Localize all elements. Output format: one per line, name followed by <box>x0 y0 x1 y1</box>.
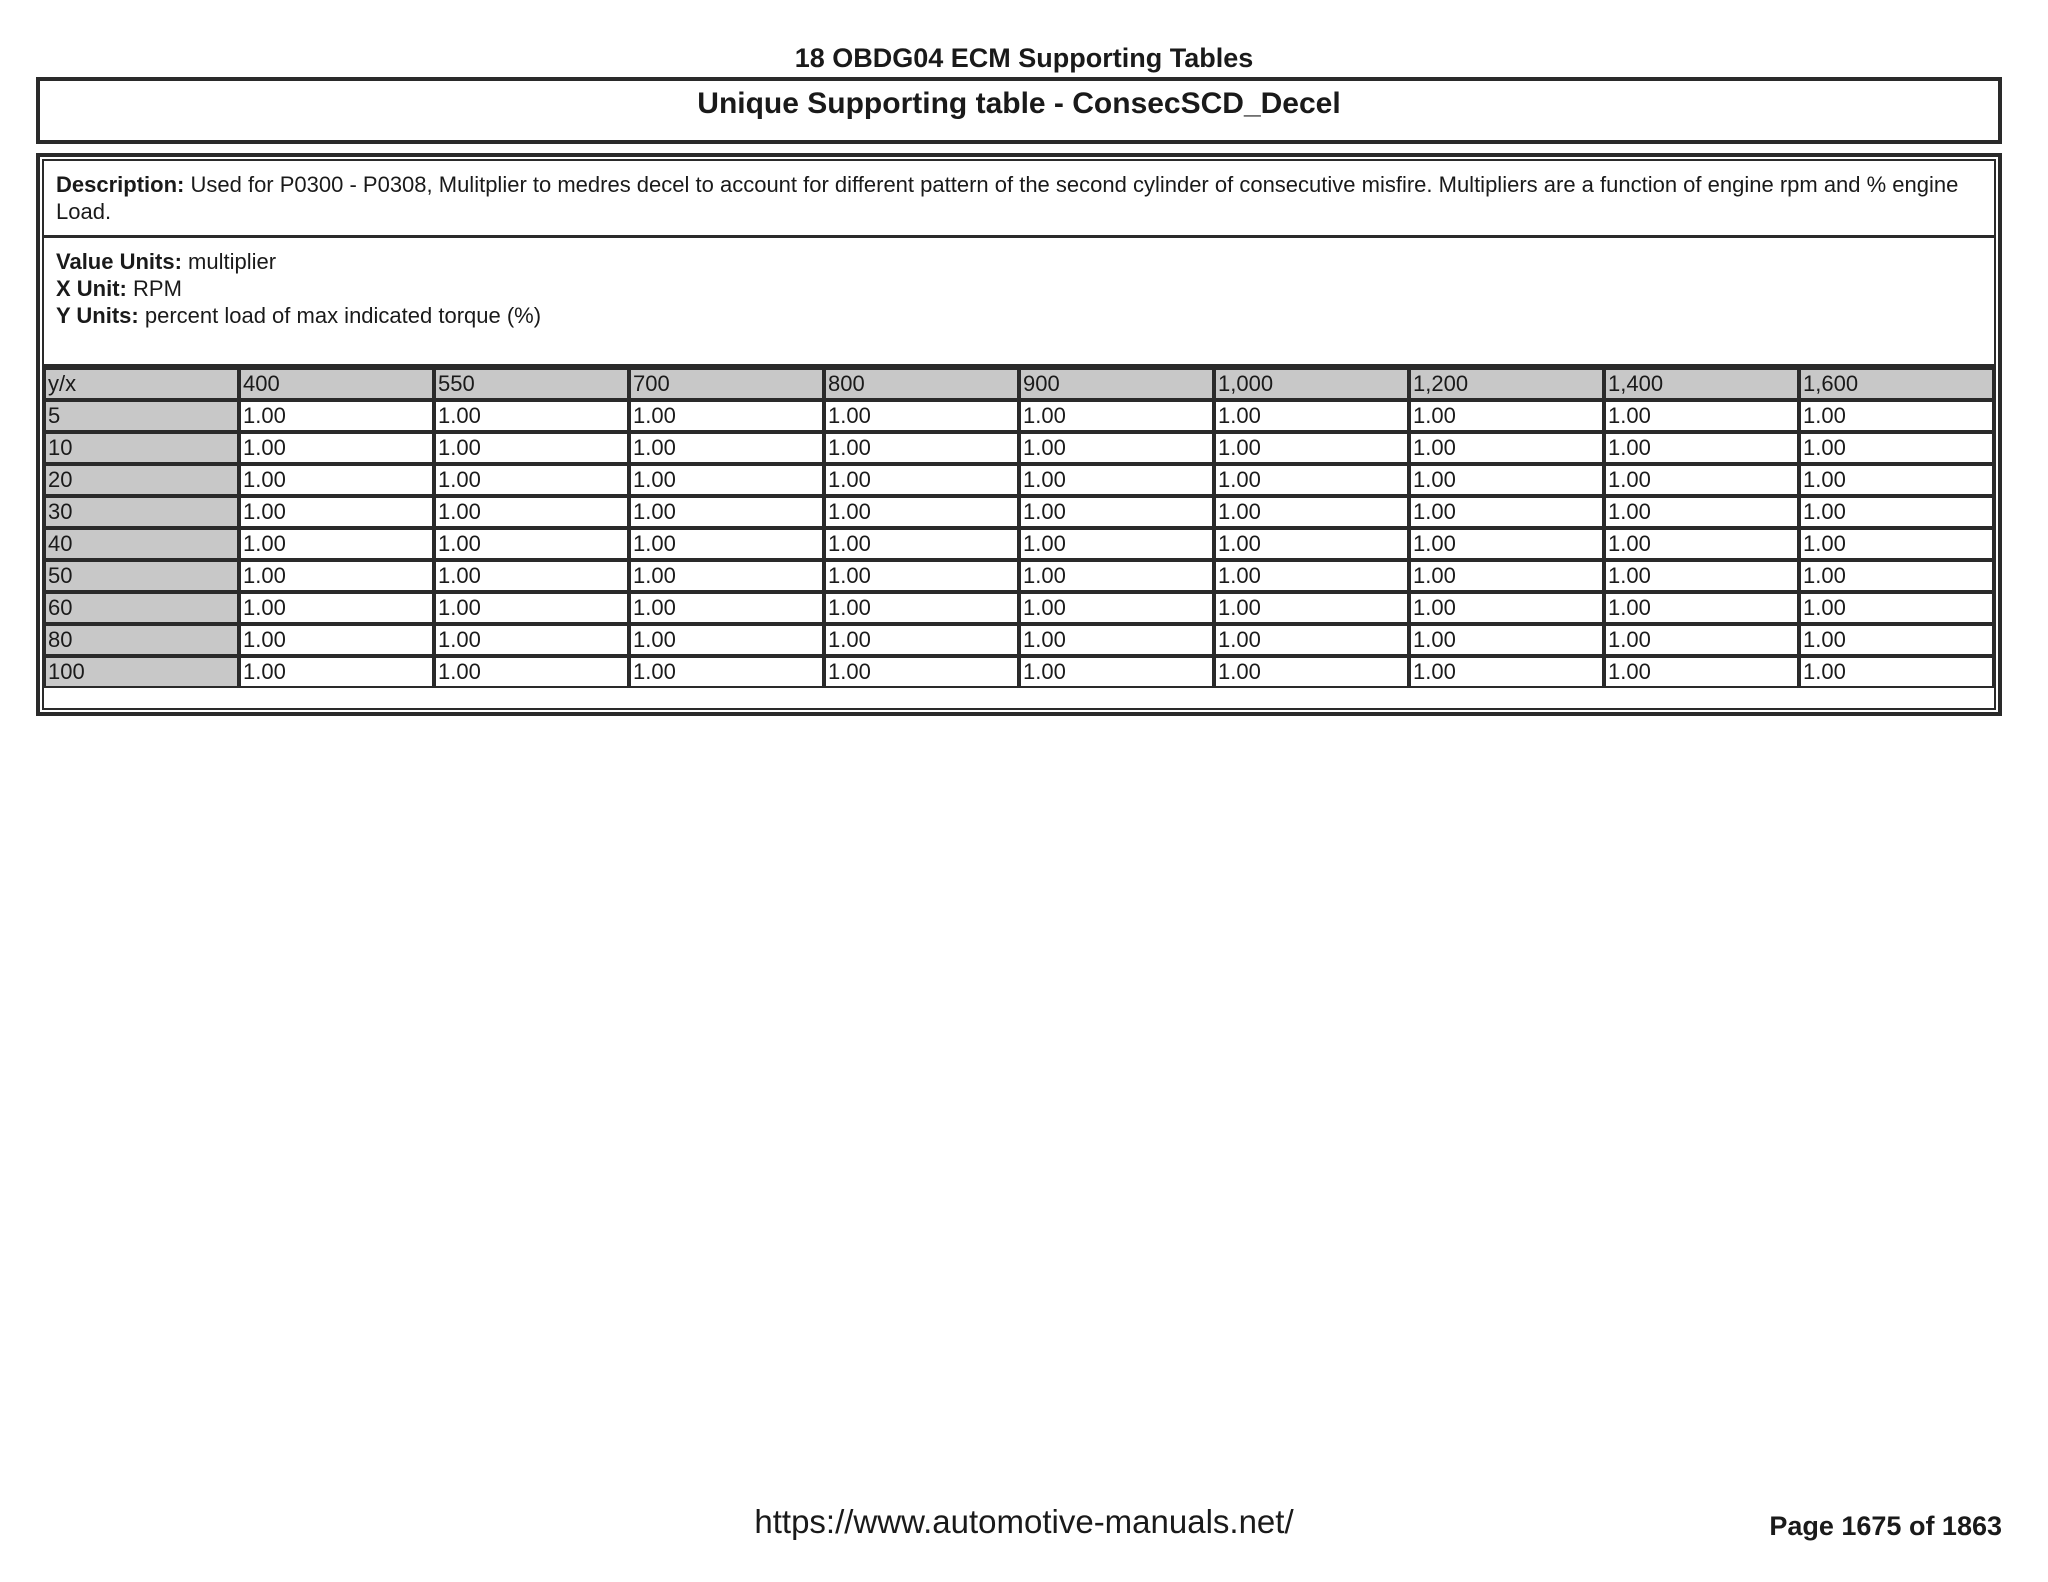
table-cell: 1.00 <box>824 624 1019 656</box>
table-cell: 1.00 <box>1019 624 1214 656</box>
column-header: 1,400 <box>1604 368 1799 400</box>
table-row <box>44 528 1994 560</box>
x-unit-line <box>56 275 1982 302</box>
table-cell: 1.00 <box>824 560 1019 592</box>
row-header: 50 <box>44 560 239 592</box>
table-cell: 1.00 <box>1799 656 1994 688</box>
table-cell: 1.00 <box>239 464 434 496</box>
table-cell: 1.00 <box>239 560 434 592</box>
table-cell: 1.00 <box>629 464 824 496</box>
table-row <box>44 400 1994 432</box>
table-cell: 1.00 <box>1799 464 1994 496</box>
table-cell: 1.00 <box>1409 464 1604 496</box>
table-cell: 1.00 <box>1409 432 1604 464</box>
y-units-label: Y Units: <box>56 303 139 328</box>
table-row <box>44 656 1994 688</box>
table-cell: 1.00 <box>629 528 824 560</box>
table-cell: 1.00 <box>434 432 629 464</box>
table-cell: 1.00 <box>1799 496 1994 528</box>
table-cell: 1.00 <box>1409 592 1604 624</box>
x-unit-text: RPM <box>133 276 182 301</box>
table-corner-cell: y/x <box>44 368 239 400</box>
table-cell: 1.00 <box>1604 624 1799 656</box>
table-cell: 1.00 <box>824 464 1019 496</box>
table-cell: 1.00 <box>1799 624 1994 656</box>
table-cell: 1.00 <box>434 528 629 560</box>
page-number: Page 1675 of 1863 <box>1769 1511 2002 1541</box>
table-cell: 1.00 <box>1019 432 1214 464</box>
column-header: 1,600 <box>1799 368 1994 400</box>
description-text: Used for P0300 - P0308, Mulitplier to medres decel to account for different pattern of the second cylinder of consecutive misfire. Multipliers are a function of engine rpm and % engine Load. <box>56 172 1959 224</box>
table-cell: 1.00 <box>239 432 434 464</box>
row-header: 60 <box>44 592 239 624</box>
document-header: 18 OBDG04 ECM Supporting Tables <box>794 43 1254 73</box>
table-cell: 1.00 <box>1019 656 1214 688</box>
table-cell: 1.00 <box>824 656 1019 688</box>
table-cell: 1.00 <box>1409 656 1604 688</box>
table-cell: 1.00 <box>1604 400 1799 432</box>
row-header: 5 <box>44 400 239 432</box>
table-cell: 1.00 <box>434 400 629 432</box>
column-header: 800 <box>824 368 1019 400</box>
table-cell: 1.00 <box>1409 528 1604 560</box>
table-header-row <box>44 368 1994 400</box>
value-units-label: Value Units: <box>56 249 182 274</box>
table-cell: 1.00 <box>629 400 824 432</box>
row-header: 10 <box>44 432 239 464</box>
table-cell: 1.00 <box>239 592 434 624</box>
table-cell: 1.00 <box>1214 624 1409 656</box>
table-cell: 1.00 <box>1604 592 1799 624</box>
table-cell: 1.00 <box>434 560 629 592</box>
table-cell: 1.00 <box>1019 592 1214 624</box>
table-cell: 1.00 <box>824 592 1019 624</box>
table-row <box>44 464 1994 496</box>
lookup-table <box>44 368 1994 688</box>
table-row <box>44 496 1994 528</box>
table-cell: 1.00 <box>1799 560 1994 592</box>
table-cell: 1.00 <box>434 624 629 656</box>
table-row <box>44 592 1994 624</box>
table-cell: 1.00 <box>1604 560 1799 592</box>
table-cell: 1.00 <box>824 432 1019 464</box>
table-cell: 1.00 <box>434 464 629 496</box>
table-cell: 1.00 <box>1409 496 1604 528</box>
table-title: Unique Supporting table - ConsecSCD_Decel <box>697 87 1341 120</box>
row-header: 100 <box>44 656 239 688</box>
table-cell: 1.00 <box>1409 400 1604 432</box>
table-title-box <box>36 77 2002 144</box>
info-box <box>36 153 2002 716</box>
column-header: 900 <box>1019 368 1214 400</box>
table-cell: 1.00 <box>629 432 824 464</box>
row-header: 30 <box>44 496 239 528</box>
row-header: 20 <box>44 464 239 496</box>
description-label: Description: <box>56 172 185 197</box>
table-cell: 1.00 <box>239 496 434 528</box>
y-units-text: percent load of max indicated torque (%) <box>144 303 542 328</box>
table-cell: 1.00 <box>824 496 1019 528</box>
table-cell: 1.00 <box>1604 528 1799 560</box>
row-header: 40 <box>44 528 239 560</box>
table-cell: 1.00 <box>1019 400 1214 432</box>
table-cell: 1.00 <box>239 624 434 656</box>
column-header: 1,000 <box>1214 368 1409 400</box>
table-cell: 1.00 <box>1214 432 1409 464</box>
table-cell: 1.00 <box>1409 560 1604 592</box>
table-cell: 1.00 <box>1409 624 1604 656</box>
info-inner <box>42 159 1996 710</box>
table-cell: 1.00 <box>1799 592 1994 624</box>
table-cell: 1.00 <box>434 656 629 688</box>
table-cell: 1.00 <box>239 656 434 688</box>
table-cell: 1.00 <box>239 400 434 432</box>
table-cell: 1.00 <box>1604 656 1799 688</box>
table-cell: 1.00 <box>1214 656 1409 688</box>
units-section <box>44 238 1994 368</box>
footer-url: https://www.automotive-manuals.net/ <box>754 1503 1294 1540</box>
table-cell: 1.00 <box>629 592 824 624</box>
table-cell: 1.00 <box>1604 464 1799 496</box>
description-section <box>44 161 1994 238</box>
column-header: 1,200 <box>1409 368 1604 400</box>
table-cell: 1.00 <box>629 560 824 592</box>
table-cell: 1.00 <box>1019 464 1214 496</box>
column-header: 700 <box>629 368 824 400</box>
table-cell: 1.00 <box>239 528 434 560</box>
table-cell: 1.00 <box>629 656 824 688</box>
table-cell: 1.00 <box>824 400 1019 432</box>
table-cell: 1.00 <box>1019 560 1214 592</box>
table-cell: 1.00 <box>629 496 824 528</box>
table-cell: 1.00 <box>1214 528 1409 560</box>
table-cell: 1.00 <box>1604 496 1799 528</box>
table-cell: 1.00 <box>1214 400 1409 432</box>
table-cell: 1.00 <box>434 592 629 624</box>
table-cell: 1.00 <box>1214 464 1409 496</box>
table-cell: 1.00 <box>629 624 824 656</box>
row-header: 80 <box>44 624 239 656</box>
table-cell: 1.00 <box>1604 432 1799 464</box>
table-cell: 1.00 <box>434 496 629 528</box>
table-row <box>44 560 1994 592</box>
table-row <box>44 432 1994 464</box>
table-cell: 1.00 <box>1019 496 1214 528</box>
table-cell: 1.00 <box>1799 400 1994 432</box>
table-cell: 1.00 <box>1019 528 1214 560</box>
table-row <box>44 624 1994 656</box>
table-cell: 1.00 <box>1214 560 1409 592</box>
column-header: 400 <box>239 368 434 400</box>
table-cell: 1.00 <box>824 528 1019 560</box>
table-cell: 1.00 <box>1799 432 1994 464</box>
column-header: 550 <box>434 368 629 400</box>
table-cell: 1.00 <box>1214 496 1409 528</box>
y-units-line <box>56 302 1982 329</box>
table-cell: 1.00 <box>1799 528 1994 560</box>
x-unit-label: X Unit: <box>56 276 127 301</box>
value-units-text: multiplier <box>188 249 277 274</box>
table-cell: 1.00 <box>1214 592 1409 624</box>
value-units-line <box>56 248 1982 275</box>
